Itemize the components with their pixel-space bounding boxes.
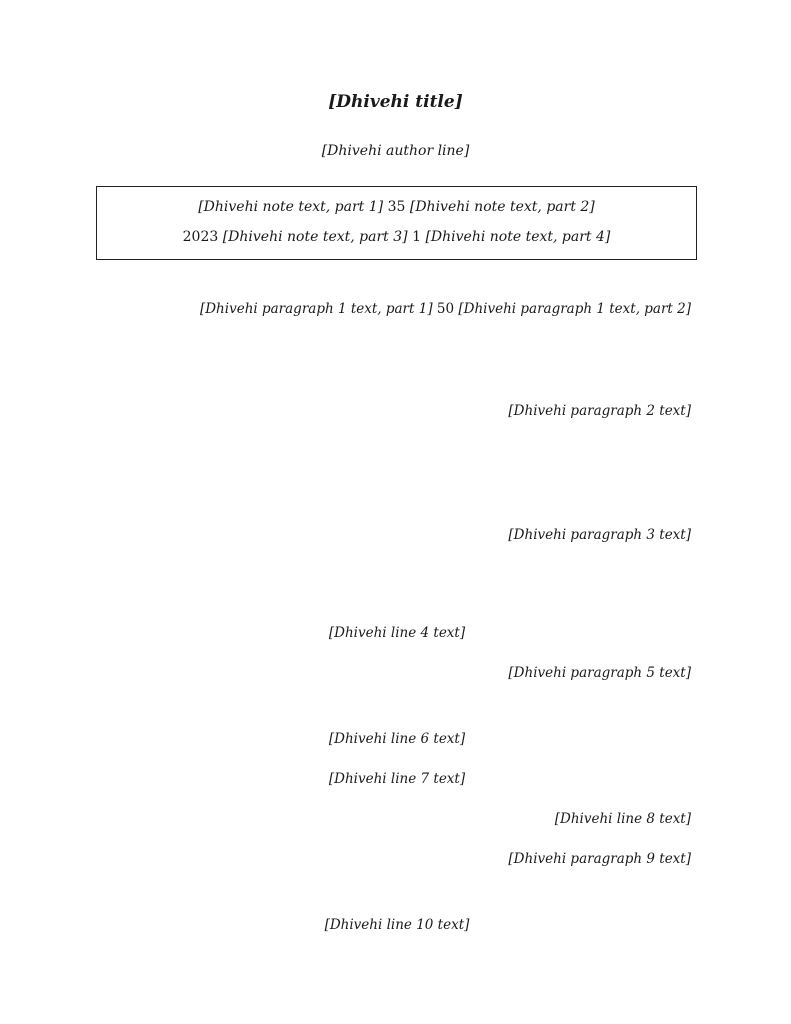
note-text: [Dhivehi note text, part 3]	[222, 229, 408, 245]
body-paragraph-1	[103, 296, 691, 322]
body-paragraph-7: [Dhivehi line 7 text]	[328, 771, 466, 787]
note-text: [Dhivehi note text, part 2]	[409, 199, 595, 215]
publication-note-box	[96, 186, 697, 260]
paragraph-text: [Dhivehi paragraph 1 text, part 2]	[458, 301, 691, 317]
note-line-2	[109, 229, 684, 245]
body-paragraph-8: [Dhivehi line 8 text]	[554, 811, 691, 827]
note-year: 2023	[182, 229, 219, 245]
body-paragraph-10: [Dhivehi line 10 text]	[324, 917, 470, 933]
body-paragraph-6: [Dhivehi line 6 text]	[328, 731, 466, 747]
paragraph-text: [Dhivehi paragraph 1 text, part 1]	[199, 301, 433, 317]
body-paragraph-9: [Dhivehi paragraph 9 text]	[508, 851, 691, 867]
body-paragraph-4: [Dhivehi line 4 text]	[328, 625, 466, 641]
body-paragraph-3: [Dhivehi paragraph 3 text]	[508, 527, 691, 543]
author-byline: [Dhivehi author line]	[321, 143, 470, 159]
body-paragraph-5: [Dhivehi paragraph 5 text]	[508, 665, 691, 681]
paragraph-number: 50	[436, 301, 455, 317]
document-title: [Dhivehi title]	[328, 92, 463, 112]
note-text: [Dhivehi note text, part 1]	[198, 199, 384, 215]
body-paragraph-2: [Dhivehi paragraph 2 text]	[508, 403, 691, 419]
note-number: 35	[387, 199, 406, 215]
note-text: [Dhivehi note text, part 4]	[425, 229, 611, 245]
note-number: 1	[412, 229, 421, 245]
note-line-1	[109, 199, 684, 215]
